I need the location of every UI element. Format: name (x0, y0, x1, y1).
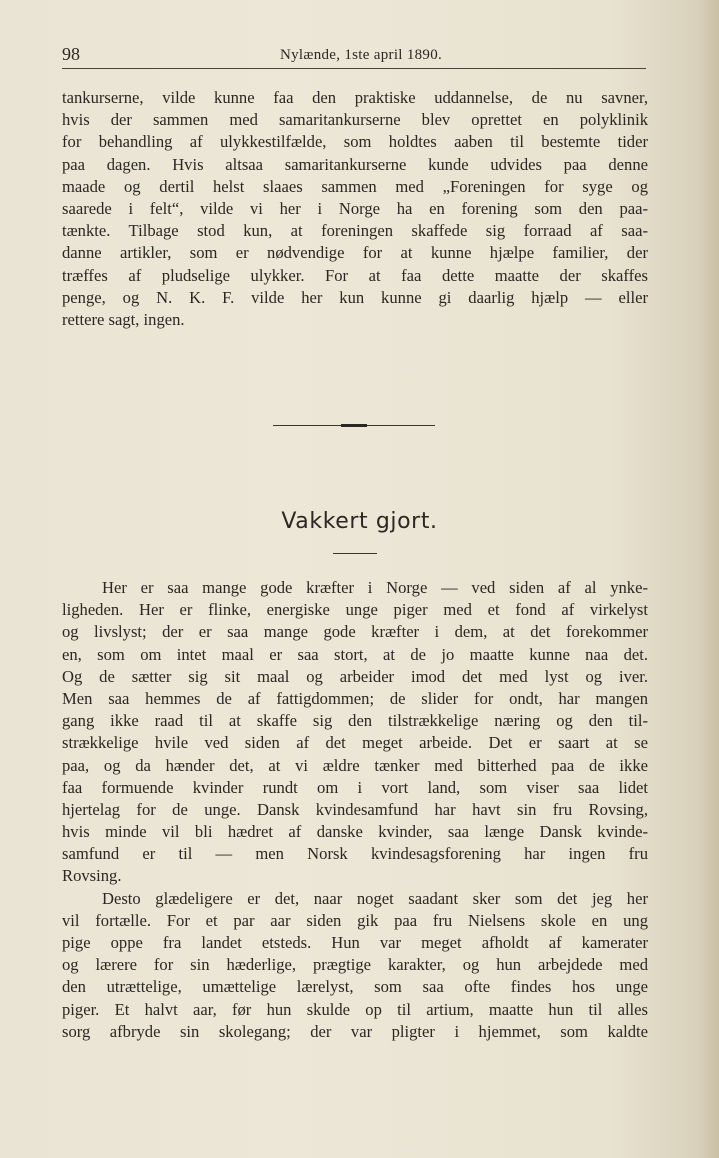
text-line: rettere sagt, ingen. (62, 309, 185, 329)
text-line: vil fortælle. For et par aar siden gik paa fru Nielsens skole en ung (62, 910, 648, 930)
text-line: Rovsing. (62, 866, 122, 886)
text-line: sorg afbryde sin skolegang; der var pligter i hjemmet, som kaldte (62, 1021, 648, 1041)
text-line: og livslyst; der er saa mange gode kræfter i dem, at det forekommer (62, 622, 648, 642)
text-line: samfund er til — men Norsk kvindesagsforening har ingen fru (62, 844, 648, 864)
text-line: piger. Et halvt aar, før hun skulde op til artium, maatte hun til alles (62, 999, 648, 1019)
text-line: strækkelige hvile ved siden af det meget arbeide. Det er saart at se (62, 733, 648, 753)
text-line: pige oppe fra landet etsteds. Hun var meget afholdt af kamerater (62, 933, 648, 952)
text-line: saarede i felt“, vilde vi her i Norge ha en forening som den paa- (62, 198, 648, 218)
text-line: penge, og N. K. F. vilde her kun kunne gi daarlig hjælp — eller (62, 287, 648, 307)
section-title: Vakkert gjort. (281, 509, 438, 534)
text-line: den utrættelige, umættelige lærelyst, som saa ofte findes hos unge (62, 977, 648, 997)
text-line: hvis minde vil bli hædret af danske kvinder, saa længe Dansk kvinde- (62, 822, 648, 842)
text-line: paa, og da hænder det, at vi ældre tænker med bitterhed paa de ikke (62, 755, 648, 775)
text-line: danne artikler, som er nødvendige for at kunne hjælpe familier, der (62, 243, 648, 263)
text-line: gang ikke raad til at skaffe sig den tilstrækkelige næring og den til- (62, 711, 648, 731)
text-line: tankurserne, vilde kunne faa den praktiske uddannelse, de nu savner, (62, 88, 648, 107)
text-line: Her er saa mange gode kræfter i Norge — ved siden af al ynke- (102, 578, 648, 597)
continuation-paragraph (62, 87, 648, 331)
text-line: faa formuende kvinder rundt om i vort land, som viser saa lidet (62, 777, 648, 797)
text-line: tænkte. Tilbage stod kun, at foreningen skaffede sig forraad af saa- (62, 221, 648, 241)
divider-center-bar (341, 424, 367, 427)
text-line: for behandling af ulykkestilfælde, som holdtes aaben til bestemte tider (62, 132, 648, 152)
text-line: paa dagen. Hvis altsaa samaritankurserne kunde udvides paa denne (62, 154, 648, 174)
running-title: Nylænde, 1ste april 1890. (280, 47, 443, 63)
text-line: hvis der sammen med samaritankurserne blev oprettet en polyklinik (62, 110, 648, 130)
page-number: 98 (62, 44, 80, 64)
text-line: Desto glædeligere er det, naar noget saadant sker som det jeg her (102, 888, 648, 908)
section-divider-ornament (273, 424, 435, 428)
text-line: Men saa hemmes de af fattigdommen; de slider for ondt, har mangen (62, 688, 648, 708)
header-rule (62, 68, 646, 69)
text-line: og lærere for sin hæderlige, prægtige karakter, og hun arbejdede med (62, 955, 648, 975)
text-line: maade og dertil helst slaaes sammen med „Foreningen for syge og (62, 176, 648, 196)
title-underline-rule (333, 553, 377, 554)
text-line: træffes af pludselige ulykker. For at faa dette maatte der skaffes (62, 265, 648, 285)
page-header (62, 44, 646, 66)
text-line: Og de sætter sig sit maal og arbeider imod det med lyst og iver. (62, 666, 648, 686)
text-line: en, som om intet maal er saa stort, at de jo maatte kunne naa det. (62, 644, 648, 664)
text-line: hjertelag for de unge. Dansk kvindesamfund har havt sin fru Rovsing, (62, 799, 648, 819)
article-paragraph-1 (62, 577, 648, 1043)
text-line: ligheden. Her er flinke, energiske unge piger med et fond af virkelyst (62, 600, 648, 620)
